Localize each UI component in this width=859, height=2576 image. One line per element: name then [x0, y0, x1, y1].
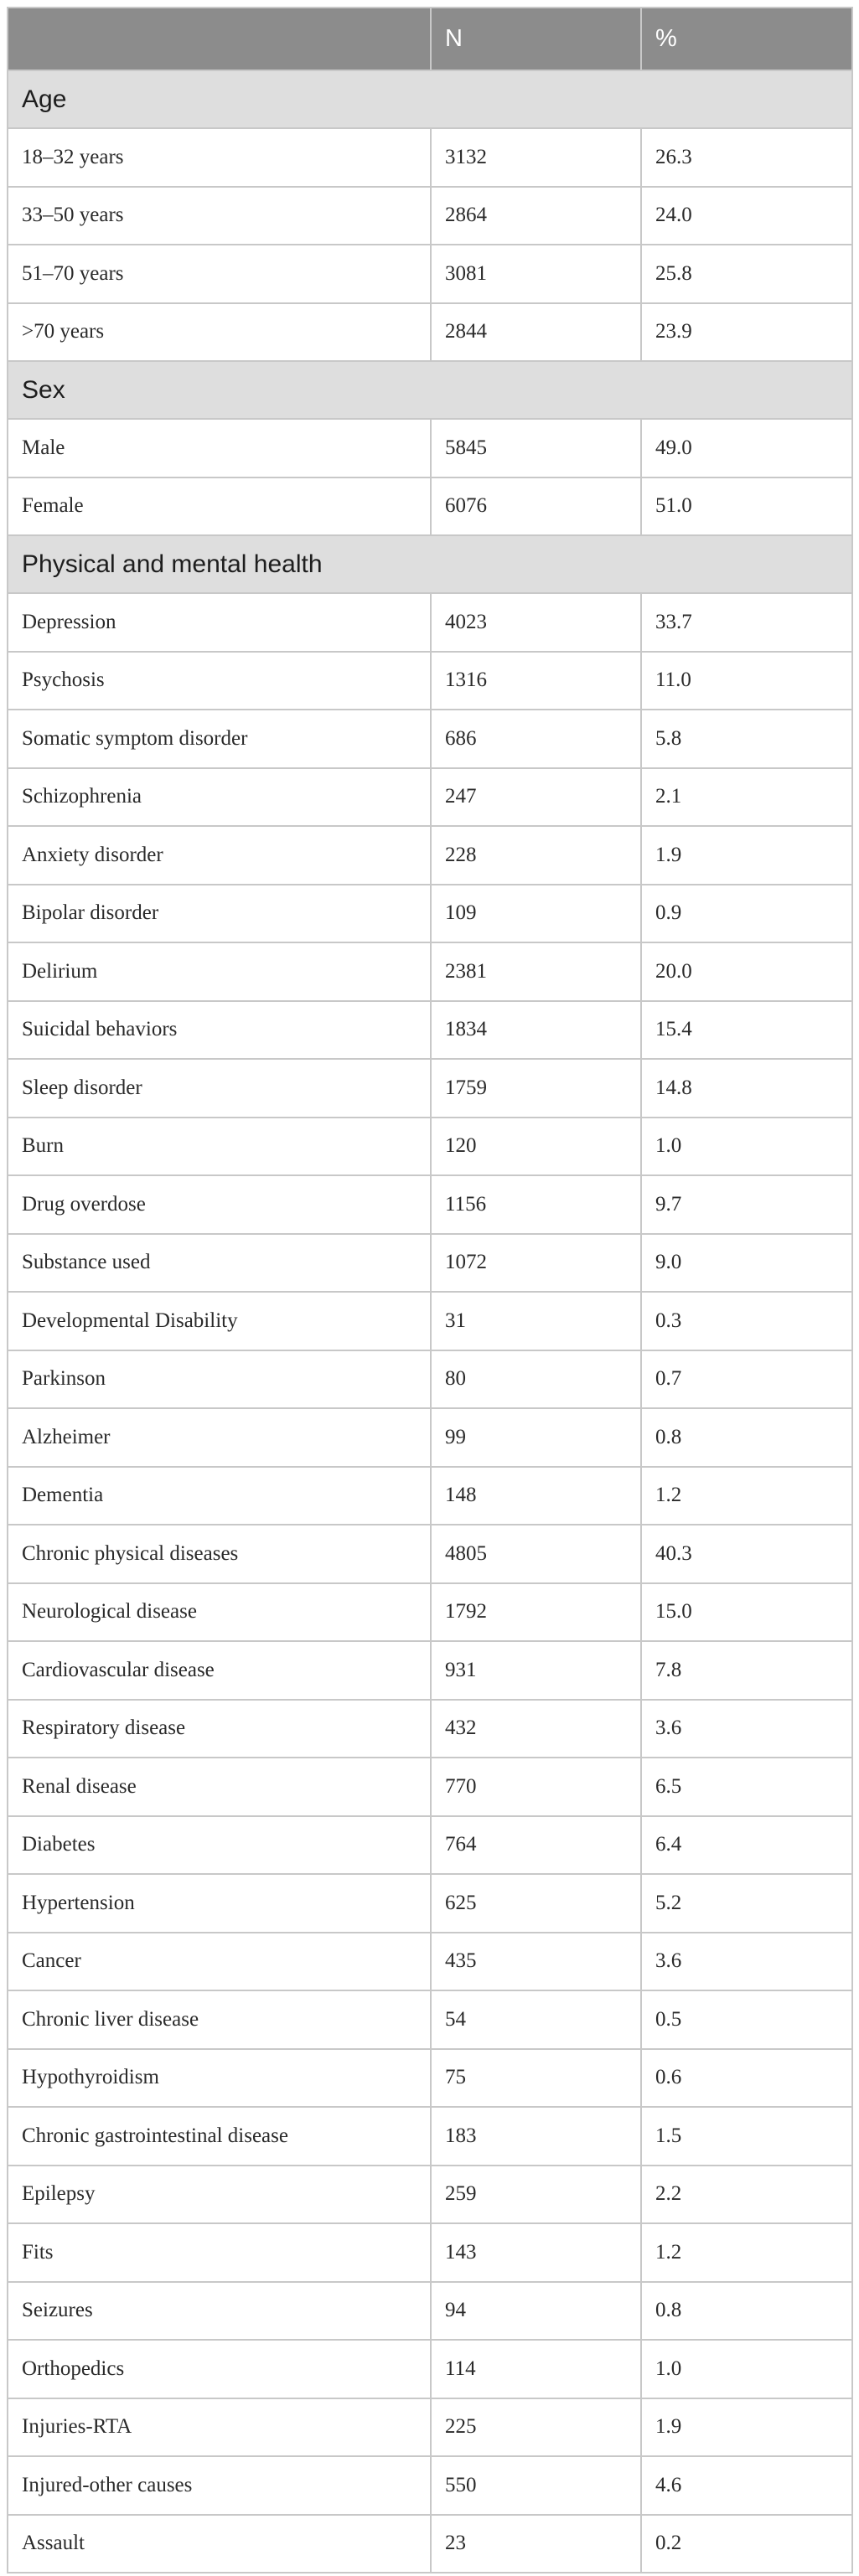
row-percent-value: 7.8	[641, 1641, 852, 1700]
row-n-value: 432	[431, 1700, 641, 1758]
table-row	[8, 1234, 852, 1293]
row-n-value: 435	[431, 1933, 641, 1991]
row-label: Hypothyroidism	[8, 2049, 431, 2108]
section-header-row	[8, 70, 852, 128]
row-percent-value: 0.8	[641, 2282, 852, 2341]
table-row	[8, 2340, 852, 2398]
row-percent-value: 1.9	[641, 2398, 852, 2457]
section-header-row	[8, 361, 852, 419]
row-percent-value: 1.9	[641, 826, 852, 885]
table-row	[8, 1874, 852, 1933]
table-header	[8, 8, 852, 70]
row-percent-value: 1.0	[641, 2340, 852, 2398]
row-label: Chronic liver disease	[8, 1990, 431, 2049]
row-label: 33–50 years	[8, 187, 431, 245]
row-label: Epilepsy	[8, 2166, 431, 2224]
table-row	[8, 2049, 852, 2108]
row-label: Injured-other causes	[8, 2456, 431, 2515]
section-title: Sex	[8, 361, 852, 419]
header-row	[8, 8, 852, 70]
row-percent-value: 6.5	[641, 1758, 852, 1816]
row-n-value: 4805	[431, 1525, 641, 1583]
row-percent-value: 9.7	[641, 1175, 852, 1234]
table-row	[8, 1583, 852, 1642]
table-row	[8, 2398, 852, 2457]
table-row	[8, 2166, 852, 2224]
row-percent-value: 33.7	[641, 593, 852, 652]
row-label: Neurological disease	[8, 1583, 431, 1642]
row-label: Delirium	[8, 942, 431, 1001]
row-percent-value: 15.4	[641, 1001, 852, 1060]
table-row	[8, 303, 852, 362]
row-percent-value: 0.3	[641, 1292, 852, 1350]
table-row	[8, 885, 852, 943]
row-n-value: 80	[431, 1350, 641, 1409]
row-n-value: 54	[431, 1990, 641, 2049]
table-row	[8, 2282, 852, 2341]
row-label: Cancer	[8, 1933, 431, 1991]
table-row	[8, 942, 852, 1001]
row-percent-value: 0.7	[641, 1350, 852, 1409]
section-header-row	[8, 535, 852, 593]
row-percent-value: 11.0	[641, 652, 852, 710]
row-label: Female	[8, 478, 431, 536]
row-n-value: 225	[431, 2398, 641, 2457]
demographics-table-container	[7, 7, 851, 2573]
row-percent-value: 2.2	[641, 2166, 852, 2224]
row-label: Cardiovascular disease	[8, 1641, 431, 1700]
row-percent-value: 23.9	[641, 303, 852, 362]
row-n-value: 31	[431, 1292, 641, 1350]
row-percent-value: 2.1	[641, 768, 852, 827]
row-label: Alzheimer	[8, 1408, 431, 1467]
row-n-value: 1834	[431, 1001, 641, 1060]
row-n-value: 1792	[431, 1583, 641, 1642]
row-n-value: 120	[431, 1118, 641, 1176]
row-label: 18–32 years	[8, 128, 431, 187]
row-n-value: 228	[431, 826, 641, 885]
row-label: Chronic physical diseases	[8, 1525, 431, 1583]
table-row	[8, 478, 852, 536]
table-row	[8, 1641, 852, 1700]
table-row	[8, 1990, 852, 2049]
row-percent-value: 0.9	[641, 885, 852, 943]
table-row	[8, 710, 852, 768]
row-percent-value: 0.5	[641, 1990, 852, 2049]
row-n-value: 183	[431, 2107, 641, 2166]
row-percent-value: 15.0	[641, 1583, 852, 1642]
table-row	[8, 419, 852, 478]
row-n-value: 931	[431, 1641, 641, 1700]
table-row	[8, 1525, 852, 1583]
row-label: 51–70 years	[8, 245, 431, 303]
table-row	[8, 187, 852, 245]
row-label: Parkinson	[8, 1350, 431, 1409]
header-n: N	[431, 8, 641, 70]
table-row	[8, 128, 852, 187]
row-n-value: 625	[431, 1874, 641, 1933]
row-label: Developmental Disability	[8, 1292, 431, 1350]
row-n-value: 770	[431, 1758, 641, 1816]
row-n-value: 2864	[431, 187, 641, 245]
row-n-value: 1156	[431, 1175, 641, 1234]
row-n-value: 3132	[431, 128, 641, 187]
table-row	[8, 1408, 852, 1467]
row-percent-value: 9.0	[641, 1234, 852, 1293]
row-percent-value: 51.0	[641, 478, 852, 536]
row-n-value: 75	[431, 2049, 641, 2108]
row-n-value: 4023	[431, 593, 641, 652]
row-n-value: 114	[431, 2340, 641, 2398]
row-percent-value: 26.3	[641, 128, 852, 187]
row-label: Renal disease	[8, 1758, 431, 1816]
table-row	[8, 1933, 852, 1991]
row-n-value: 94	[431, 2282, 641, 2341]
row-percent-value: 0.6	[641, 2049, 852, 2108]
table-row	[8, 1816, 852, 1875]
row-percent-value: 4.6	[641, 2456, 852, 2515]
row-percent-value: 5.2	[641, 1874, 852, 1933]
table-row	[8, 1118, 852, 1176]
row-label: Injuries-RTA	[8, 2398, 431, 2457]
row-n-value: 1316	[431, 652, 641, 710]
row-label: >70 years	[8, 303, 431, 362]
row-percent-value: 1.0	[641, 1118, 852, 1176]
row-label: Sleep disorder	[8, 1059, 431, 1118]
row-label: Chronic gastrointestinal disease	[8, 2107, 431, 2166]
row-label: Schizophrenia	[8, 768, 431, 827]
section-title: Physical and mental health	[8, 535, 852, 593]
row-percent-value: 14.8	[641, 1059, 852, 1118]
table-row	[8, 1059, 852, 1118]
table-row	[8, 245, 852, 303]
table-row	[8, 1175, 852, 1234]
row-label: Orthopedics	[8, 2340, 431, 2398]
row-label: Hypertension	[8, 1874, 431, 1933]
row-n-value: 23	[431, 2515, 641, 2573]
row-n-value: 6076	[431, 478, 641, 536]
row-n-value: 550	[431, 2456, 641, 2515]
row-label: Depression	[8, 593, 431, 652]
row-label: Diabetes	[8, 1816, 431, 1875]
row-percent-value: 24.0	[641, 187, 852, 245]
row-percent-value: 3.6	[641, 1700, 852, 1758]
row-n-value: 764	[431, 1816, 641, 1875]
row-n-value: 2844	[431, 303, 641, 362]
row-percent-value: 1.2	[641, 2223, 852, 2282]
row-n-value: 1759	[431, 1059, 641, 1118]
row-label: Substance used	[8, 1234, 431, 1293]
row-percent-value: 1.5	[641, 2107, 852, 2166]
row-n-value: 2381	[431, 942, 641, 1001]
row-percent-value: 20.0	[641, 942, 852, 1001]
row-percent-value: 3.6	[641, 1933, 852, 1991]
row-label: Burn	[8, 1118, 431, 1176]
table-row	[8, 652, 852, 710]
table-row	[8, 1001, 852, 1060]
table-row	[8, 826, 852, 885]
header-percent: %	[641, 8, 852, 70]
header-variable	[8, 8, 431, 70]
row-percent-value: 40.3	[641, 1525, 852, 1583]
table-row	[8, 593, 852, 652]
row-label: Dementia	[8, 1467, 431, 1525]
row-percent-value: 5.8	[641, 710, 852, 768]
row-n-value: 5845	[431, 419, 641, 478]
row-percent-value: 0.8	[641, 1408, 852, 1467]
row-n-value: 109	[431, 885, 641, 943]
row-label: Psychosis	[8, 652, 431, 710]
row-label: Somatic symptom disorder	[8, 710, 431, 768]
row-n-value: 3081	[431, 245, 641, 303]
table-row	[8, 768, 852, 827]
row-label: Assault	[8, 2515, 431, 2573]
table-body	[8, 70, 852, 2573]
table-row	[8, 2107, 852, 2166]
row-n-value: 247	[431, 768, 641, 827]
row-percent-value: 25.8	[641, 245, 852, 303]
row-label: Seizures	[8, 2282, 431, 2341]
table-row	[8, 2223, 852, 2282]
row-n-value: 99	[431, 1408, 641, 1467]
table-row	[8, 2456, 852, 2515]
row-percent-value: 6.4	[641, 1816, 852, 1875]
table-row	[8, 1467, 852, 1525]
row-label: Bipolar disorder	[8, 885, 431, 943]
row-label: Male	[8, 419, 431, 478]
row-percent-value: 49.0	[641, 419, 852, 478]
table-row	[8, 1758, 852, 1816]
row-n-value: 148	[431, 1467, 641, 1525]
section-title: Age	[8, 70, 852, 128]
table-row	[8, 1350, 852, 1409]
table-row	[8, 1292, 852, 1350]
row-n-value: 143	[431, 2223, 641, 2282]
row-label: Drug overdose	[8, 1175, 431, 1234]
row-percent-value: 0.2	[641, 2515, 852, 2573]
table-row	[8, 1700, 852, 1758]
row-label: Fits	[8, 2223, 431, 2282]
table-row	[8, 2515, 852, 2573]
row-label: Suicidal behaviors	[8, 1001, 431, 1060]
row-label: Respiratory disease	[8, 1700, 431, 1758]
row-label: Anxiety disorder	[8, 826, 431, 885]
row-n-value: 1072	[431, 1234, 641, 1293]
row-n-value: 686	[431, 710, 641, 768]
demographics-table	[7, 7, 853, 2573]
row-percent-value: 1.2	[641, 1467, 852, 1525]
row-n-value: 259	[431, 2166, 641, 2224]
